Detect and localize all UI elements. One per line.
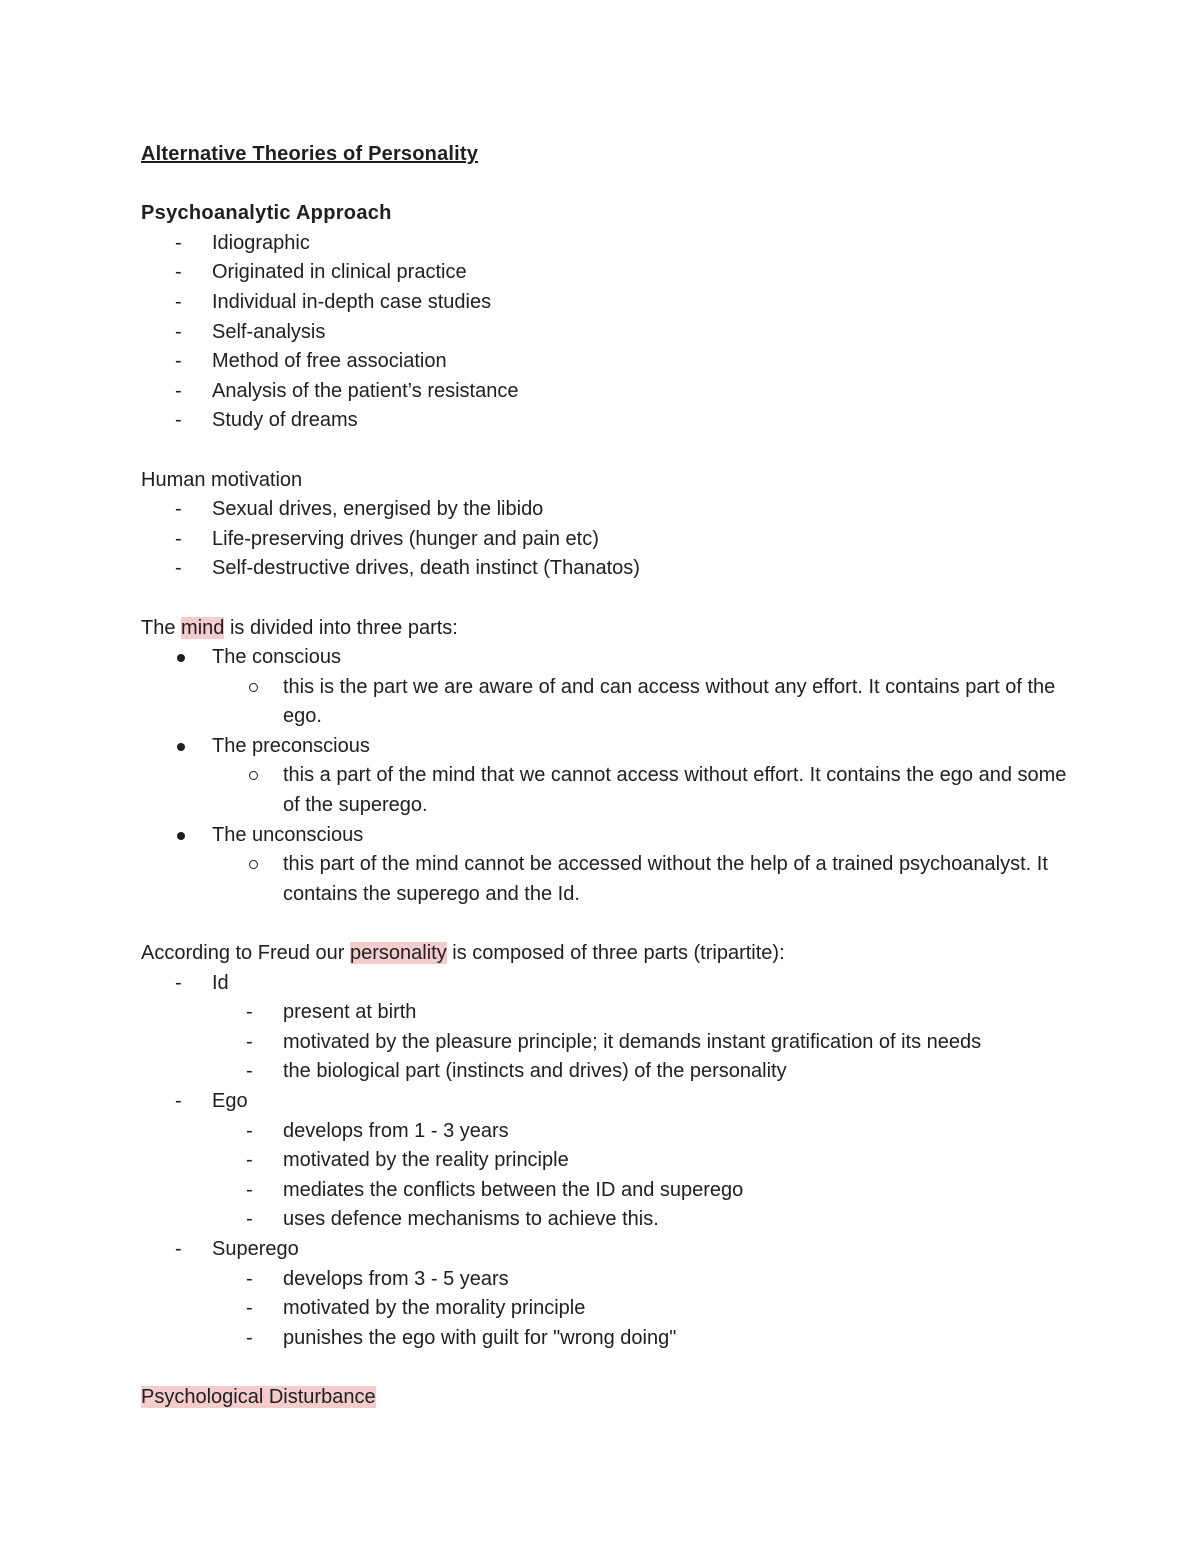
list-item: - Id: [141, 969, 1081, 999]
psychoanalytic-list: [141, 229, 1081, 436]
list-item: - Idiographic: [141, 229, 1081, 259]
disturbance-heading: [141, 1383, 1081, 1413]
dash-bullet-icon: [175, 229, 182, 259]
filled-bullet-icon: [177, 654, 185, 662]
spacer: [141, 909, 1081, 939]
list-item: - Study of dreams: [141, 406, 1081, 436]
list-item: - present at birth: [141, 998, 1081, 1028]
list-item: - Analysis of the patient’s resistance: [141, 377, 1081, 407]
highlighted-term: personality: [350, 942, 447, 965]
dash-bullet-icon: [175, 554, 182, 584]
list-item: The unconscious: [141, 821, 1081, 851]
dash-bullet-icon: [175, 1087, 182, 1117]
list-item: - Sexual drives, energised by the libido: [141, 495, 1081, 525]
highlighted-term: mind: [181, 616, 225, 639]
list-item: this a part of the mind that we cannot access without effort. It contains the ego and some of the superego.: [141, 761, 1081, 820]
list-item: - Method of free association: [141, 347, 1081, 377]
list-item: - motivated by the morality principle: [141, 1294, 1081, 1324]
personality-parts-list: [141, 969, 1081, 1354]
motivation-list: [141, 495, 1081, 584]
dash-bullet-icon: [246, 1028, 253, 1058]
highlighted-term: Psychological Disturbance: [141, 1385, 376, 1408]
dash-bullet-icon: [175, 377, 182, 407]
hollow-bullet-icon: [249, 683, 258, 692]
list-item: - Self-destructive drives, death instinct (Thanatos): [141, 554, 1081, 584]
dash-bullet-icon: [175, 347, 182, 377]
list-item: this is the part we are aware of and can access without any effort. It contains part of the ego.: [141, 673, 1081, 732]
dash-bullet-icon: [246, 1117, 253, 1147]
filled-bullet-icon: [177, 832, 185, 840]
dash-bullet-icon: [246, 1324, 253, 1354]
dash-bullet-icon: [246, 1176, 253, 1206]
list-item: - Life-preserving drives (hunger and pain etc): [141, 525, 1081, 555]
list-item: - motivated by the pleasure principle; it demands instant gratification of its needs: [141, 1028, 1081, 1058]
mind-parts-list: [141, 643, 1081, 909]
dash-bullet-icon: [175, 525, 182, 555]
dash-bullet-icon: [246, 1057, 253, 1087]
list-item: The preconscious: [141, 732, 1081, 762]
list-item: - Ego: [141, 1087, 1081, 1117]
dash-bullet-icon: [175, 495, 182, 525]
dash-bullet-icon: [246, 1294, 253, 1324]
list-item: - the biological part (instincts and drives) of the personality: [141, 1057, 1081, 1087]
spacer: [141, 1353, 1081, 1383]
dash-bullet-icon: [246, 1265, 253, 1295]
list-item: - mediates the conflicts between the ID and superego: [141, 1176, 1081, 1206]
list-item: - Originated in clinical practice: [141, 258, 1081, 288]
spacer: [141, 436, 1081, 466]
dash-bullet-icon: [246, 998, 253, 1028]
list-item: - motivated by the reality principle: [141, 1146, 1081, 1176]
document-title: Alternative Theories of Personality: [141, 143, 479, 165]
list-item: - uses defence mechanisms to achieve this.: [141, 1205, 1081, 1235]
hollow-bullet-icon: [249, 771, 258, 780]
mind-intro: The mind is divided into three parts:: [141, 616, 458, 639]
list-item: - Individual in-depth case studies: [141, 288, 1081, 318]
dash-bullet-icon: [175, 318, 182, 348]
list-item: - develops from 3 - 5 years: [141, 1265, 1081, 1295]
document-page: [141, 140, 1081, 1413]
spacer: [141, 170, 1081, 200]
list-item: - Superego: [141, 1235, 1081, 1265]
motivation-heading: Human motivation: [141, 468, 303, 491]
list-item: - Self-analysis: [141, 318, 1081, 348]
list-item: - punishes the ego with guilt for "wrong doing": [141, 1324, 1081, 1354]
list-item: this part of the mind cannot be accessed without the help of a trained psychoanalyst. It contains the superego and the Id.: [141, 850, 1081, 909]
dash-bullet-icon: [175, 258, 182, 288]
personality-intro: According to Freud our personality is composed of three parts (tripartite):: [141, 942, 785, 965]
hollow-bullet-icon: [249, 860, 258, 869]
dash-bullet-icon: [175, 1235, 182, 1265]
dash-bullet-icon: [175, 288, 182, 318]
spacer: [141, 584, 1081, 614]
dash-bullet-icon: [175, 406, 182, 436]
dash-bullet-icon: [246, 1205, 253, 1235]
filled-bullet-icon: [177, 743, 185, 751]
list-item: - develops from 1 - 3 years: [141, 1117, 1081, 1147]
dash-bullet-icon: [175, 969, 182, 999]
dash-bullet-icon: [246, 1146, 253, 1176]
psychoanalytic-heading: Psychoanalytic Approach: [141, 202, 392, 225]
list-item: The conscious: [141, 643, 1081, 673]
